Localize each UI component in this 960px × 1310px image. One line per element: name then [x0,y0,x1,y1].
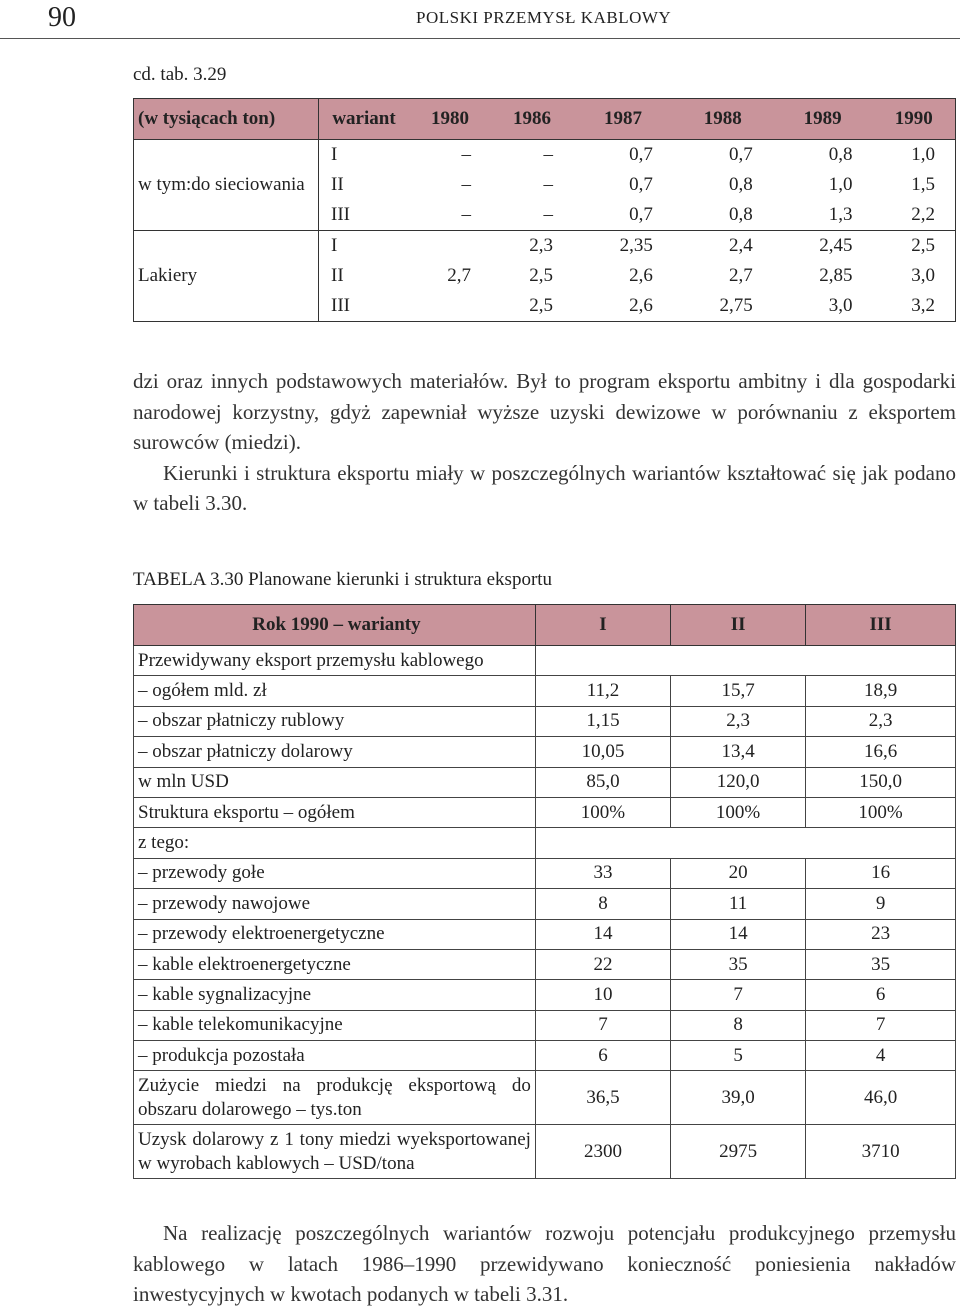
column-header: II [671,605,806,646]
table-row [134,231,956,262]
row-label: – przewody gołe [134,858,536,888]
value-cell: 0,7 [629,204,653,225]
value-cell: 2,3 [806,706,956,736]
value-cell: – [461,174,472,195]
column-header: III [806,605,956,646]
value-cell: 2,5 [529,265,554,286]
table-row [134,706,956,736]
value-cell: 4 [806,1041,956,1071]
value-cell: 2,7 [447,265,472,286]
column-header: wariant [319,99,410,140]
value-cell: 0,8 [728,204,753,225]
table-row [134,858,956,888]
value-cell: 0,7 [728,144,753,165]
value-cell: 2,5 [529,295,554,316]
value-cell: 14 [671,919,806,949]
value-cell: 33 [535,858,670,888]
value-cell: 10 [535,980,670,1010]
row-group-label: Lakiery [134,231,319,322]
row-label: – produkcja pozostała [134,1041,536,1071]
value-cell: 5 [671,1041,806,1071]
value-cell: 120,0 [671,767,806,797]
row-label: Uzysk dolarowy z 1 tony miedzi wyeksportowanej w wyrobach kablowych – USD/tona [134,1125,536,1179]
value-cell: 2,7 [728,265,753,286]
wariant-cell: I [319,231,410,262]
table-row [134,1010,956,1040]
value-cell: 39,0 [671,1071,806,1125]
value-cell: 46,0 [806,1071,956,1125]
section-row [134,828,956,858]
table-row [134,767,956,797]
value-cell: 16,6 [806,737,956,767]
value-cell: 0,8 [728,174,753,195]
value-cell: 3710 [806,1125,956,1179]
value-cell: 2,35 [573,231,673,262]
value-cell: 11 [671,889,806,919]
table-row [134,737,956,767]
value-cell: 35 [671,949,806,979]
value-cell: 7 [535,1010,670,1040]
running-title: POLSKI PRZEMYSŁ KABLOWY [416,8,672,27]
value-cell [409,231,491,262]
wariant-cell: III [331,204,350,225]
value-cell: 2,5 [873,231,956,262]
value-cell: 2,4 [673,231,773,262]
value-cell: 7 [671,980,806,1010]
value-cell: 20 [671,858,806,888]
table-330-body [134,646,956,1179]
table-row [134,949,956,979]
table-330 [133,604,956,1179]
value-cell: 18,9 [806,676,956,706]
column-header: I [535,605,670,646]
header-rule [0,38,960,39]
value-cell: 7 [806,1010,956,1040]
table-329 [133,98,956,322]
row-label: Struktura eksportu – ogółem [134,797,536,827]
value-cell: 2,6 [629,265,653,286]
value-cell: 14 [535,919,670,949]
column-header: (w tysiącach ton) [134,99,319,140]
section-row [134,646,956,676]
table-row [134,140,956,171]
row-label: – obszar płatniczy dolarowy [134,737,536,767]
value-cell: 3,0 [911,265,935,286]
value-cell: 23 [806,919,956,949]
value-cell: 6 [535,1041,670,1071]
value-cell: 9 [806,889,956,919]
column-header: 1986 [491,99,573,140]
value-cell: – [543,144,554,165]
table-330-caption: TABELA 3.30 Planowane kierunki i struktura eksportu [133,569,553,590]
paragraph: Na realizację poszczególnych wariantów rozwoju potencjału produkcyjnego przemysłu kablowego w latach 1986–1990 przewidywano konieczność poniesienia nakładów inwestycyjnych w kwotach podanych w tabeli 3.31. [133,1221,956,1306]
value-cell: 2,75 [719,295,753,316]
value-cell: 13,4 [671,737,806,767]
value-cell [409,291,491,322]
column-header: 1990 [873,99,956,140]
value-cell: 3,2 [911,295,935,316]
value-cell: 0,7 [629,144,653,165]
row-label: Zużycie miedzi na produkcję eksportową do obszaru dolarowego – tys.ton [134,1071,536,1125]
value-cell: 3,0 [828,295,853,316]
table-row [134,797,956,827]
table-329-body [134,140,956,322]
column-header: 1980 [409,99,491,140]
table-row [134,1041,956,1071]
value-cell: – [543,174,554,195]
wariant-cell: II [331,265,344,286]
value-cell: – [461,144,472,165]
row-label: – ogółem mld. zł [134,676,536,706]
table-header-row [134,605,956,646]
value-cell: 16 [806,858,956,888]
table-row [134,919,956,949]
value-cell: 2975 [671,1125,806,1179]
value-cell: 2,6 [629,295,653,316]
value-cell: 10,05 [535,737,670,767]
page-header [0,0,960,40]
value-cell: 0,8 [828,144,853,165]
value-cell: 1,15 [535,706,670,736]
row-label: – przewody nawojowe [134,889,536,919]
table-row [134,889,956,919]
table-row [134,1071,956,1125]
value-cell: 15,7 [671,676,806,706]
value-cell: 11,2 [535,676,670,706]
row-group-label: w tym:do sieciowania [134,140,319,231]
row-label: – kable elektroenergetyczne [134,949,536,979]
value-cell: 2,85 [819,265,853,286]
table-row [134,1125,956,1179]
value-cell: 2300 [535,1125,670,1179]
value-cell: 6 [806,980,956,1010]
row-label: – kable sygnalizacyjne [134,980,536,1010]
value-cell: 36,5 [535,1071,670,1125]
page-number: 90 [48,2,76,33]
value-cell: 100% [535,797,670,827]
section-label: z tego: [134,828,536,858]
value-cell: 0,7 [629,174,653,195]
value-cell: 1,0 [828,174,853,195]
body-text-top [133,366,956,519]
section-label: Przewidywany eksport przemysłu kablowego [134,646,536,676]
value-cell: – [461,204,472,225]
row-label: – przewody elektroenergetyczne [134,919,536,949]
value-cell: 100% [671,797,806,827]
row-label: – obszar płatniczy rublowy [134,706,536,736]
value-cell: 2,3 [671,706,806,736]
column-header: 1987 [573,99,673,140]
paragraph: dzi oraz innych podstawowych materiałów. Był to program eksportu ambitny i dla gospodarki narodowej korzystny, gdyż zapewniał wyższe uzyski dewizowe w porównaniu z eksportem surowców (miedzi). [133,369,956,454]
value-cell: 22 [535,949,670,979]
value-cell: 100% [806,797,956,827]
wariant-cell: III [331,295,350,316]
wariant-cell: I [331,144,338,165]
table-header-row [134,99,956,140]
empty-cell [535,828,955,858]
body-text-bottom [133,1218,956,1310]
value-cell: 150,0 [806,767,956,797]
column-header: Rok 1990 – warianty [134,605,536,646]
column-header: 1988 [673,99,773,140]
value-cell: 1,0 [911,144,935,165]
value-cell: 35 [806,949,956,979]
empty-cell [535,646,955,676]
row-label: – kable telekomunikacyjne [134,1010,536,1040]
value-cell: 85,0 [535,767,670,797]
value-cell: 1,3 [828,204,853,225]
value-cell: 8 [671,1010,806,1040]
value-cell: 2,2 [911,204,935,225]
value-cell: 1,5 [911,174,935,195]
table-row [134,676,956,706]
row-label: w mln USD [134,767,536,797]
table-row [134,980,956,1010]
wariant-cell: II [331,174,344,195]
paragraph: Kierunki i struktura eksportu miały w poszczególnych wariantów kształtować się jak podano w tabeli 3.30. [133,460,956,515]
value-cell: – [543,204,554,225]
table-329-caption: cd. tab. 3.29 [133,64,227,85]
value-cell: 2,45 [773,231,873,262]
column-header: 1989 [773,99,873,140]
value-cell: 8 [535,889,670,919]
value-cell: 2,3 [491,231,573,262]
